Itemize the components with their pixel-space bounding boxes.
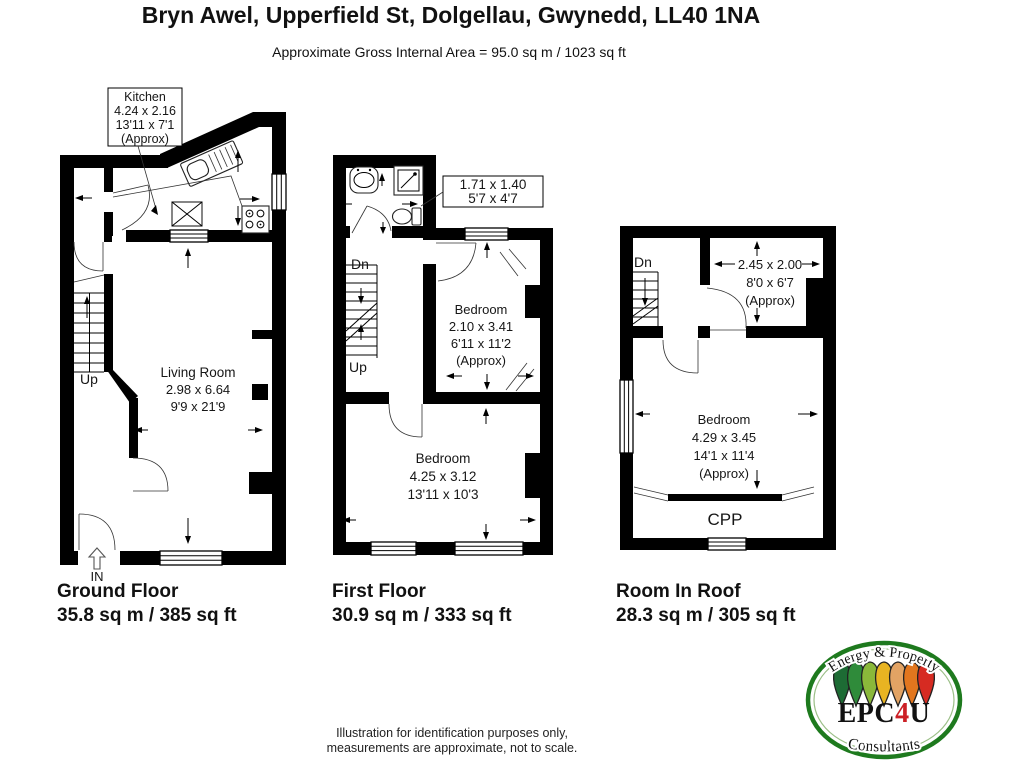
- dimension-arrow: [714, 261, 735, 267]
- kitchen-internal-window: [170, 230, 208, 242]
- bedroom-small-approx: (Approx): [456, 353, 506, 368]
- door-arc: [707, 288, 746, 330]
- living-room-name: Living Room: [160, 365, 236, 380]
- living-room-label: [160, 365, 235, 414]
- door-arc: [74, 242, 103, 271]
- storage-metric: 2.45 x 2.00: [737, 257, 803, 272]
- dimension-arrow: [635, 411, 650, 417]
- stairs-down-arrow-icon: [358, 288, 364, 304]
- dimension-arrow: [484, 242, 490, 258]
- roof-walls: [620, 226, 836, 550]
- room-in-roof-title-area: 28.3 sq m / 305 sq ft: [616, 605, 796, 626]
- roof-bedroom-label: [692, 412, 756, 481]
- stairs-up-arrow-icon: [358, 324, 364, 340]
- front-door-arc: [79, 514, 115, 550]
- bedroom-small-metric: 2.10 x 3.41: [448, 319, 514, 334]
- room-in-roof-title-name: Room In Roof: [616, 581, 741, 602]
- kitchen-label-metric: 4.24 x 2.16: [114, 104, 176, 118]
- bedroom-large-window-right: [455, 542, 523, 555]
- roof-bedroom-approx: (Approx): [699, 466, 749, 481]
- dimension-arrow: [754, 470, 760, 489]
- dimension-arrow: [518, 373, 534, 379]
- roof-dn-label: Dn: [634, 254, 652, 270]
- dimension-arrow: [754, 308, 760, 323]
- living-room-window: [160, 551, 222, 565]
- stairs-down-arrow-icon: [642, 278, 648, 306]
- first-floor-title-name: First Floor: [332, 581, 426, 602]
- bathroom-label-imperial: 5'7 x 4'7: [468, 191, 518, 206]
- dimension-arrow: [483, 524, 489, 540]
- logo-tagline-top: Energy & Property: [825, 644, 943, 676]
- disclaimer: [0, 726, 904, 756]
- room-in-roof-plan: [608, 218, 844, 560]
- ground-floor-dimension-arrows: [75, 150, 263, 544]
- hob-icon: [242, 206, 269, 233]
- dimension-arrow: [802, 261, 820, 267]
- storage-imperial: 8'0 x 6'7: [746, 275, 794, 290]
- kitchen-window: [272, 174, 286, 210]
- roof-stairs: [633, 272, 658, 326]
- roof-side-window: [620, 380, 633, 453]
- page-title: Bryn Awel, Upperfield St, Dolgellau, Gwynedd, LL40 1NA: [141, 2, 761, 28]
- bedroom-small-name: Bedroom: [454, 302, 508, 317]
- door-arc: [436, 243, 476, 281]
- bedroom-large-metric: 4.25 x 3.12: [409, 469, 477, 484]
- roof-bedroom-imperial: 14'1 x 11'4: [693, 448, 755, 463]
- first-dn-label: Dn: [351, 256, 369, 272]
- living-room-imperial: 9'9 x 21'9: [170, 399, 226, 414]
- roof-bottom-window: [708, 538, 746, 550]
- in-label: IN: [90, 569, 104, 584]
- storage-approx: (Approx): [745, 293, 795, 308]
- dimension-arrow: [484, 374, 490, 390]
- dimension-arrow: [235, 206, 241, 226]
- epc4u-logo: [790, 626, 980, 768]
- first-floor-windows: [371, 228, 523, 555]
- dimension-arrow: [402, 201, 418, 207]
- dimension-arrow: [185, 518, 191, 544]
- bedroom-small-window: [465, 228, 508, 240]
- entrance: [89, 548, 105, 584]
- basin-icon: [350, 167, 378, 193]
- bathroom-label: [421, 176, 543, 207]
- kitchen-label-approx: (Approx): [121, 132, 169, 146]
- dimension-arrow: [248, 427, 263, 433]
- roof-bedroom-name: Bedroom: [697, 412, 751, 427]
- bedroom-large-label: [408, 451, 479, 502]
- cpp-label: CPP: [707, 510, 743, 529]
- bedroom-large-imperial: 13'11 x 10'3: [407, 487, 479, 502]
- logo-wordmark: EPC4U: [837, 698, 931, 729]
- ground-floor-title-name: Ground Floor: [57, 581, 179, 602]
- dimension-arrow: [483, 408, 489, 424]
- door-arc: [389, 404, 422, 437]
- in-arrow-icon: [89, 548, 105, 569]
- dimension-arrow: [446, 373, 462, 379]
- dimension-arrow: [185, 248, 191, 268]
- cpp-area: [634, 487, 814, 529]
- shower-icon: [394, 166, 423, 195]
- first-floor-plan: [325, 145, 570, 560]
- living-room-metric: 2.98 x 6.64: [165, 382, 231, 397]
- room-in-roof-title: [616, 580, 796, 628]
- first-floor-stairs: [346, 265, 377, 358]
- bedroom-small-label: [449, 302, 513, 368]
- dimension-arrow: [798, 411, 818, 417]
- door-arc: [663, 340, 698, 373]
- roof-bedroom-metric: 4.29 x 3.45: [691, 430, 757, 445]
- page-subtitle: Approximate Gross Internal Area = 95.0 sq m / 1023 sq ft: [272, 44, 626, 60]
- bedroom-small-imperial: 6'11 x 11'2: [450, 336, 512, 351]
- bedroom-large-window-left: [371, 542, 416, 555]
- bedroom-large-name: Bedroom: [415, 451, 471, 466]
- disclaimer-line2: measurements are approximate, not to scale.: [326, 741, 578, 755]
- disclaimer-line1: Illustration for identification purposes only,: [336, 726, 568, 740]
- kitchen-label-name: Kitchen: [124, 90, 166, 104]
- storage-label: [738, 257, 802, 308]
- dimension-arrow: [240, 196, 260, 202]
- ground-floor-stairs: [74, 275, 104, 372]
- ground-up-label: Up: [80, 371, 98, 387]
- first-up-label: Up: [349, 359, 367, 375]
- bathroom-label-metric: 1.71 x 1.40: [459, 177, 527, 192]
- first-floor-title-area: 30.9 sq m / 333 sq ft: [332, 605, 512, 626]
- toilet-icon: [393, 208, 422, 225]
- door-arc: [133, 458, 168, 491]
- kitchen-label-imperial: 13'11 x 7'1: [115, 118, 175, 132]
- logo-tagline-bottom: Consultants: [846, 735, 922, 756]
- ground-floor-title: [57, 580, 237, 628]
- ground-floor-title-area: 35.8 sq m / 385 sq ft: [57, 605, 237, 626]
- ground-floor-plan: [50, 85, 300, 585]
- kitchen-unit-icon: [172, 202, 202, 226]
- dimension-arrow: [754, 241, 760, 256]
- ground-floor-walls: [60, 112, 286, 565]
- first-floor-title: [332, 580, 512, 628]
- dimension-arrow: [75, 195, 92, 201]
- dimension-arrow: [520, 517, 536, 523]
